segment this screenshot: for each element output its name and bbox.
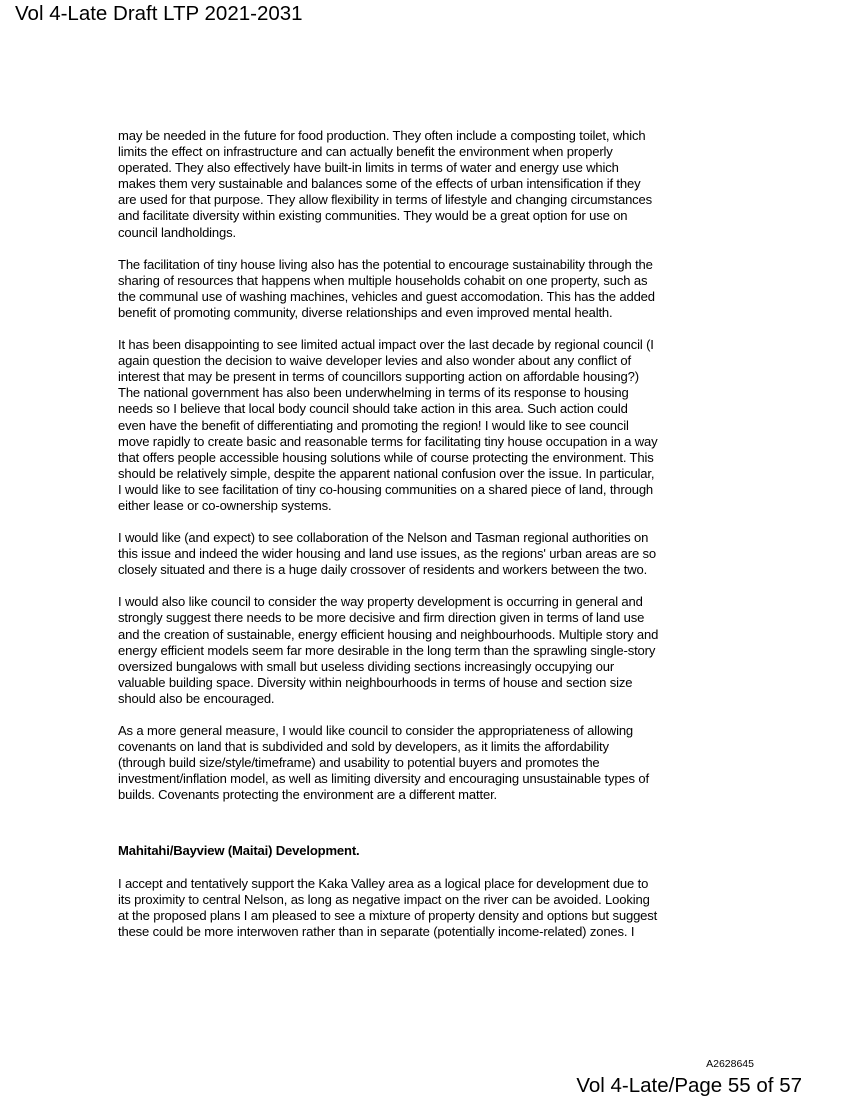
text-line: at the proposed plans I am pleased to see a mixture of property density and options but suggest bbox=[118, 907, 658, 923]
paragraph-sustainability bbox=[118, 257, 730, 321]
section-heading: Mahitahi/Bayview (Maitai) Development. bbox=[118, 843, 360, 859]
text-line: these could be more interwoven rather than in separate (potentially income-related) zones. I bbox=[118, 923, 635, 939]
text-line: (through build size/style/timeframe) and usability to potential buyers and promotes the bbox=[118, 755, 600, 771]
text-line: closely situated and there is a huge daily crossover of residents and workers between the two. bbox=[118, 562, 648, 578]
text-line: may be needed in the future for food production. They often include a composting toilet, which bbox=[118, 128, 646, 143]
text-line: valuable building space. Diversity within neighbourhoods in terms of house and section size bbox=[118, 674, 633, 690]
document-reference-number: A2628645 bbox=[706, 1058, 754, 1070]
paragraph-tiny-house-benefits bbox=[118, 128, 730, 241]
text-line: I would like to see facilitation of tiny co-housing communities on a shared piece of land, through bbox=[118, 481, 654, 497]
paragraph-property-development bbox=[118, 594, 730, 707]
paragraph-covenants bbox=[118, 723, 730, 803]
text-line: investment/inflation model, as well as limiting diversity and encouraging unsustainable types of bbox=[118, 771, 649, 787]
text-line: and the creation of sustainable, energy efficient housing and neighbourhoods. Multiple story and bbox=[118, 626, 659, 642]
text-line: move rapidly to create basic and reasonable terms for facilitating tiny house occupation in a way bbox=[118, 433, 658, 449]
text-line: and facilitate diversity within existing communities. They would be a great option for use on bbox=[118, 208, 628, 224]
text-line: should be relatively simple, despite the apparent national confusion over the issue. In particular, bbox=[118, 465, 655, 481]
text-line: As a more general measure, I would like council to consider the appropriateness of allowing bbox=[118, 723, 634, 738]
document-header-title: Vol 4-Late Draft LTP 2021-2031 bbox=[15, 2, 303, 25]
text-line: oversized bungalows with small but useless dividing sections increasingly occupying our bbox=[118, 658, 615, 674]
text-line: builds. Covenants protecting the environment are a different matter. bbox=[118, 787, 498, 803]
text-line: operated. They also effectively have built-in limits in terms of water and energy use which bbox=[118, 160, 619, 176]
text-line: I would like (and expect) to see collaboration of the Nelson and Tasman regional authorities on bbox=[118, 530, 649, 546]
text-line: council landholdings. bbox=[118, 224, 236, 240]
text-line: needs so I believe that local body council should take action in this area. Such action could bbox=[118, 401, 628, 417]
text-line: strongly suggest there needs to be more decisive and firm direction given in terms of land use bbox=[118, 610, 645, 626]
text-line: The facilitation of tiny house living also has the potential to encourage sustainability through the bbox=[118, 256, 653, 272]
text-line: that offers people accessible housing solutions while of course protecting the environment. This bbox=[118, 449, 654, 465]
text-line: are used for that purpose. They allow flexibility in terms of lifestyle and changing circumstances bbox=[118, 192, 653, 208]
text-line: limits the effect on infrastructure and can actually benefit the environment when properly bbox=[118, 144, 613, 160]
text-line: The national government has also been underwhelming in terms of its response to housing bbox=[118, 385, 629, 401]
text-line: its proximity to central Nelson, as long as negative impact on the river can be avoided. Looking bbox=[118, 891, 650, 907]
document-body bbox=[118, 128, 730, 956]
text-line: benefit of promoting community, diverse relationships and even improved mental health. bbox=[118, 304, 613, 320]
text-line: either lease or co-ownership systems. bbox=[118, 497, 332, 513]
paragraph-council-impact bbox=[118, 337, 730, 514]
text-line: the communal use of washing machines, vehicles and guest accomodation. This has the added bbox=[118, 288, 655, 304]
text-line: interest that may be present in terms of councillors supporting action on affordable housing?) bbox=[118, 369, 639, 385]
text-line: I accept and tentatively support the Kaka Valley area as a logical place for development due to bbox=[118, 875, 649, 891]
text-line: I would also like council to consider the way property development is occurring in general and bbox=[118, 594, 643, 610]
text-line: It has been disappointing to see limited actual impact over the last decade by regional council (I bbox=[118, 337, 654, 353]
text-line: this issue and indeed the wider housing and land use issues, as the regions' urban areas are so bbox=[118, 546, 657, 562]
paragraph-regional-collaboration bbox=[118, 530, 730, 578]
text-line: covenants on land that is subdivided and sold by developers, as it limits the affordability bbox=[118, 739, 609, 755]
paragraph-kaka-valley bbox=[118, 876, 730, 940]
text-line: sharing of resources that happens when multiple households cohabit on one property, such as bbox=[118, 272, 648, 288]
text-line: again question the decision to waive developer levies and also wonder about any conflict of bbox=[118, 353, 631, 369]
page-number-footer: Vol 4-Late/Page 55 of 57 bbox=[576, 1074, 802, 1097]
text-line: even have the benefit of differentiating and promoting the region! I would like to see council bbox=[118, 417, 629, 433]
text-line: should also be encouraged. bbox=[118, 690, 275, 706]
text-line: energy efficient models seem far more desirable in the long term than the sprawling single-story bbox=[118, 642, 656, 658]
text-line: makes them very sustainable and balances some of the effects of urban intensification if they bbox=[118, 176, 641, 192]
